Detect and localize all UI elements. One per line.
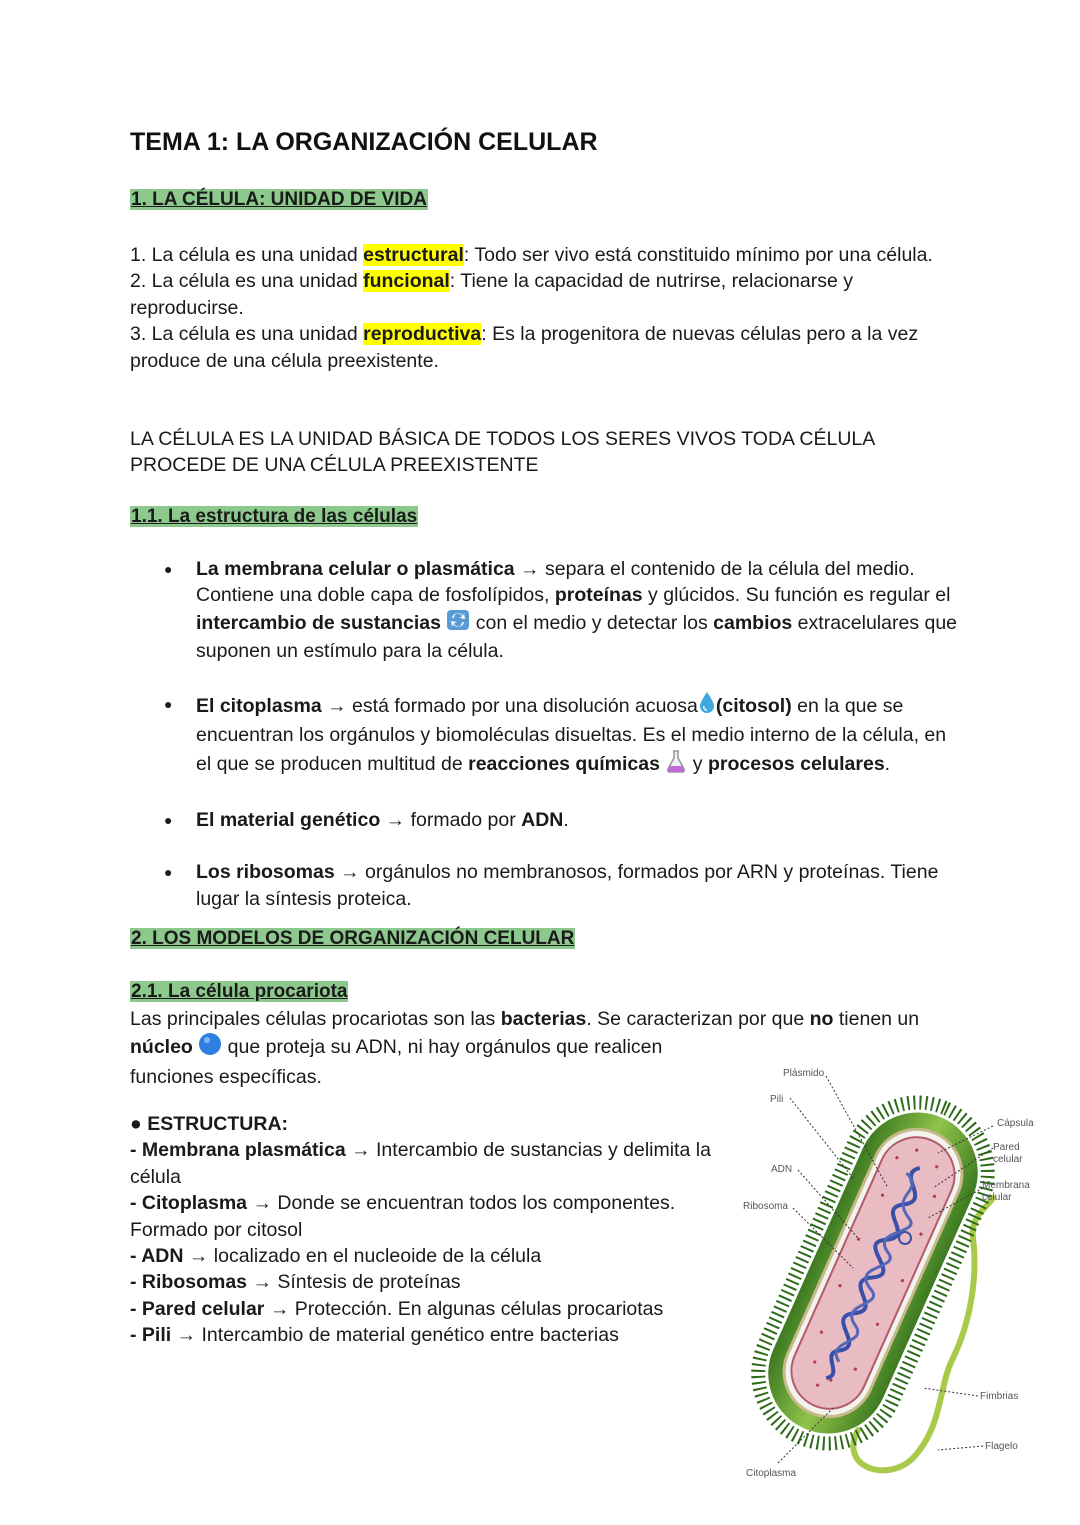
structure-heading: ● ESTRUCTURA:	[130, 1113, 289, 1135]
exchange-icon	[446, 609, 470, 638]
label-membrane: Membrana	[982, 1180, 1030, 1191]
label-fimbriae: Fimbrias	[980, 1391, 1019, 1402]
section-2-heading: 2. LOS MODELOS DE ORGANIZACIÓN CELULAR	[131, 928, 575, 949]
section-2-1-heading: 2.1. La célula procariota	[131, 981, 348, 1002]
label-flagellum: Flagelo	[985, 1441, 1018, 1452]
prokaryotic-cell-diagram	[738, 1058, 1050, 1486]
bullet-membrane: ● La membrana celular o plasmática → separa el contenido de la célula del medio. Contiene una doble capa de fosfolípidos, proteínas y glúcidos. Su función es regular el intercambio de sustancias con el medio y detectar los cambios extracelulares que suponen un estímulo para la célula.	[130, 556, 960, 665]
label-pili: Pili	[770, 1094, 784, 1105]
blue-circle-icon	[198, 1032, 222, 1063]
bullet-cytoplasm: ● El citoplasma → está formado por una disolución acuosa (citosol) en la que se encuentran los orgánulos y biomoléculas disueltas. Es el medio interno de la célula, en el que se producen multitud de reacciones químicas y procesos celulares.	[130, 691, 960, 780]
section-1-1-heading: 1.1. La estructura de las células	[131, 506, 418, 527]
prokaryote-intro: Las principales células procariotas son las bacterias. Se caracterizan por que no tienen un núcleo que proteja su ADN, ni hay orgánulos que realicen funciones específicas.	[130, 1008, 920, 1088]
label-dna: ADN	[771, 1164, 793, 1175]
structure-bullets	[130, 556, 960, 939]
structure-item: - Pared celular → Protección. En algunas células procariotas	[130, 1297, 664, 1320]
structure-item: - ADN → localizado en el nucleoide de la célula	[130, 1245, 542, 1268]
label-cell-wall-2: celular	[993, 1154, 1023, 1165]
label-plasmid: Plásmido	[783, 1068, 825, 1079]
structure-item: - Pili → Intercambio de material genético entre bacterias	[130, 1324, 619, 1347]
label-capsule: Cápsula	[997, 1118, 1034, 1129]
flask-icon	[665, 749, 687, 780]
bullet-genetic-material: ● El material genético → formado por ADN.	[130, 807, 960, 833]
page-title: TEMA 1: LA ORGANIZACIÓN CELULAR	[130, 128, 598, 156]
unit-item-reproductive: 3. La célula es una unidad reproductiva: Es la progenitora de nuevas células pero a la vez produce de una célula preexistente.	[130, 323, 919, 372]
label-cell-wall: Pared	[993, 1142, 1020, 1153]
unit-list	[130, 242, 960, 374]
structure-list	[130, 1111, 730, 1349]
unit-item-functional: 2. La célula es una unidad funcional: Tiene la capacidad de nutrirse, relacionarse y reproducirse.	[130, 270, 854, 319]
label-cytoplasm: Citoplasma	[746, 1468, 797, 1479]
cell-statement: LA CÉLULA ES LA UNIDAD BÁSICA DE TODOS LOS SERES VIVOS TODA CÉLULA PROCEDE DE UNA CÉLULA PREEXISTENTE	[130, 428, 875, 477]
droplet-icon	[698, 691, 716, 722]
structure-item: - Ribosomas → Síntesis de proteínas	[130, 1271, 461, 1294]
section-1-heading: 1. LA CÉLULA: UNIDAD DE VIDA	[131, 189, 427, 210]
structure-item: - Citoplasma → Donde se encuentran todos los componentes. Formado por citosol	[130, 1192, 676, 1241]
label-membrane-2: celular	[982, 1192, 1012, 1203]
structure-item: - Membrana plasmática → Intercambio de sustancias y delimita la célula	[130, 1139, 711, 1188]
unit-item-structural: 1. La célula es una unidad estructural: Todo ser vivo está constituido mínimo por una célula.	[130, 244, 933, 266]
label-ribosome: Ribosoma	[743, 1201, 789, 1212]
bullet-ribosomes: ● Los ribosomas → orgánulos no membranosos, formados por ARN y proteínas. Tiene lugar la síntesis proteica.	[130, 859, 960, 912]
